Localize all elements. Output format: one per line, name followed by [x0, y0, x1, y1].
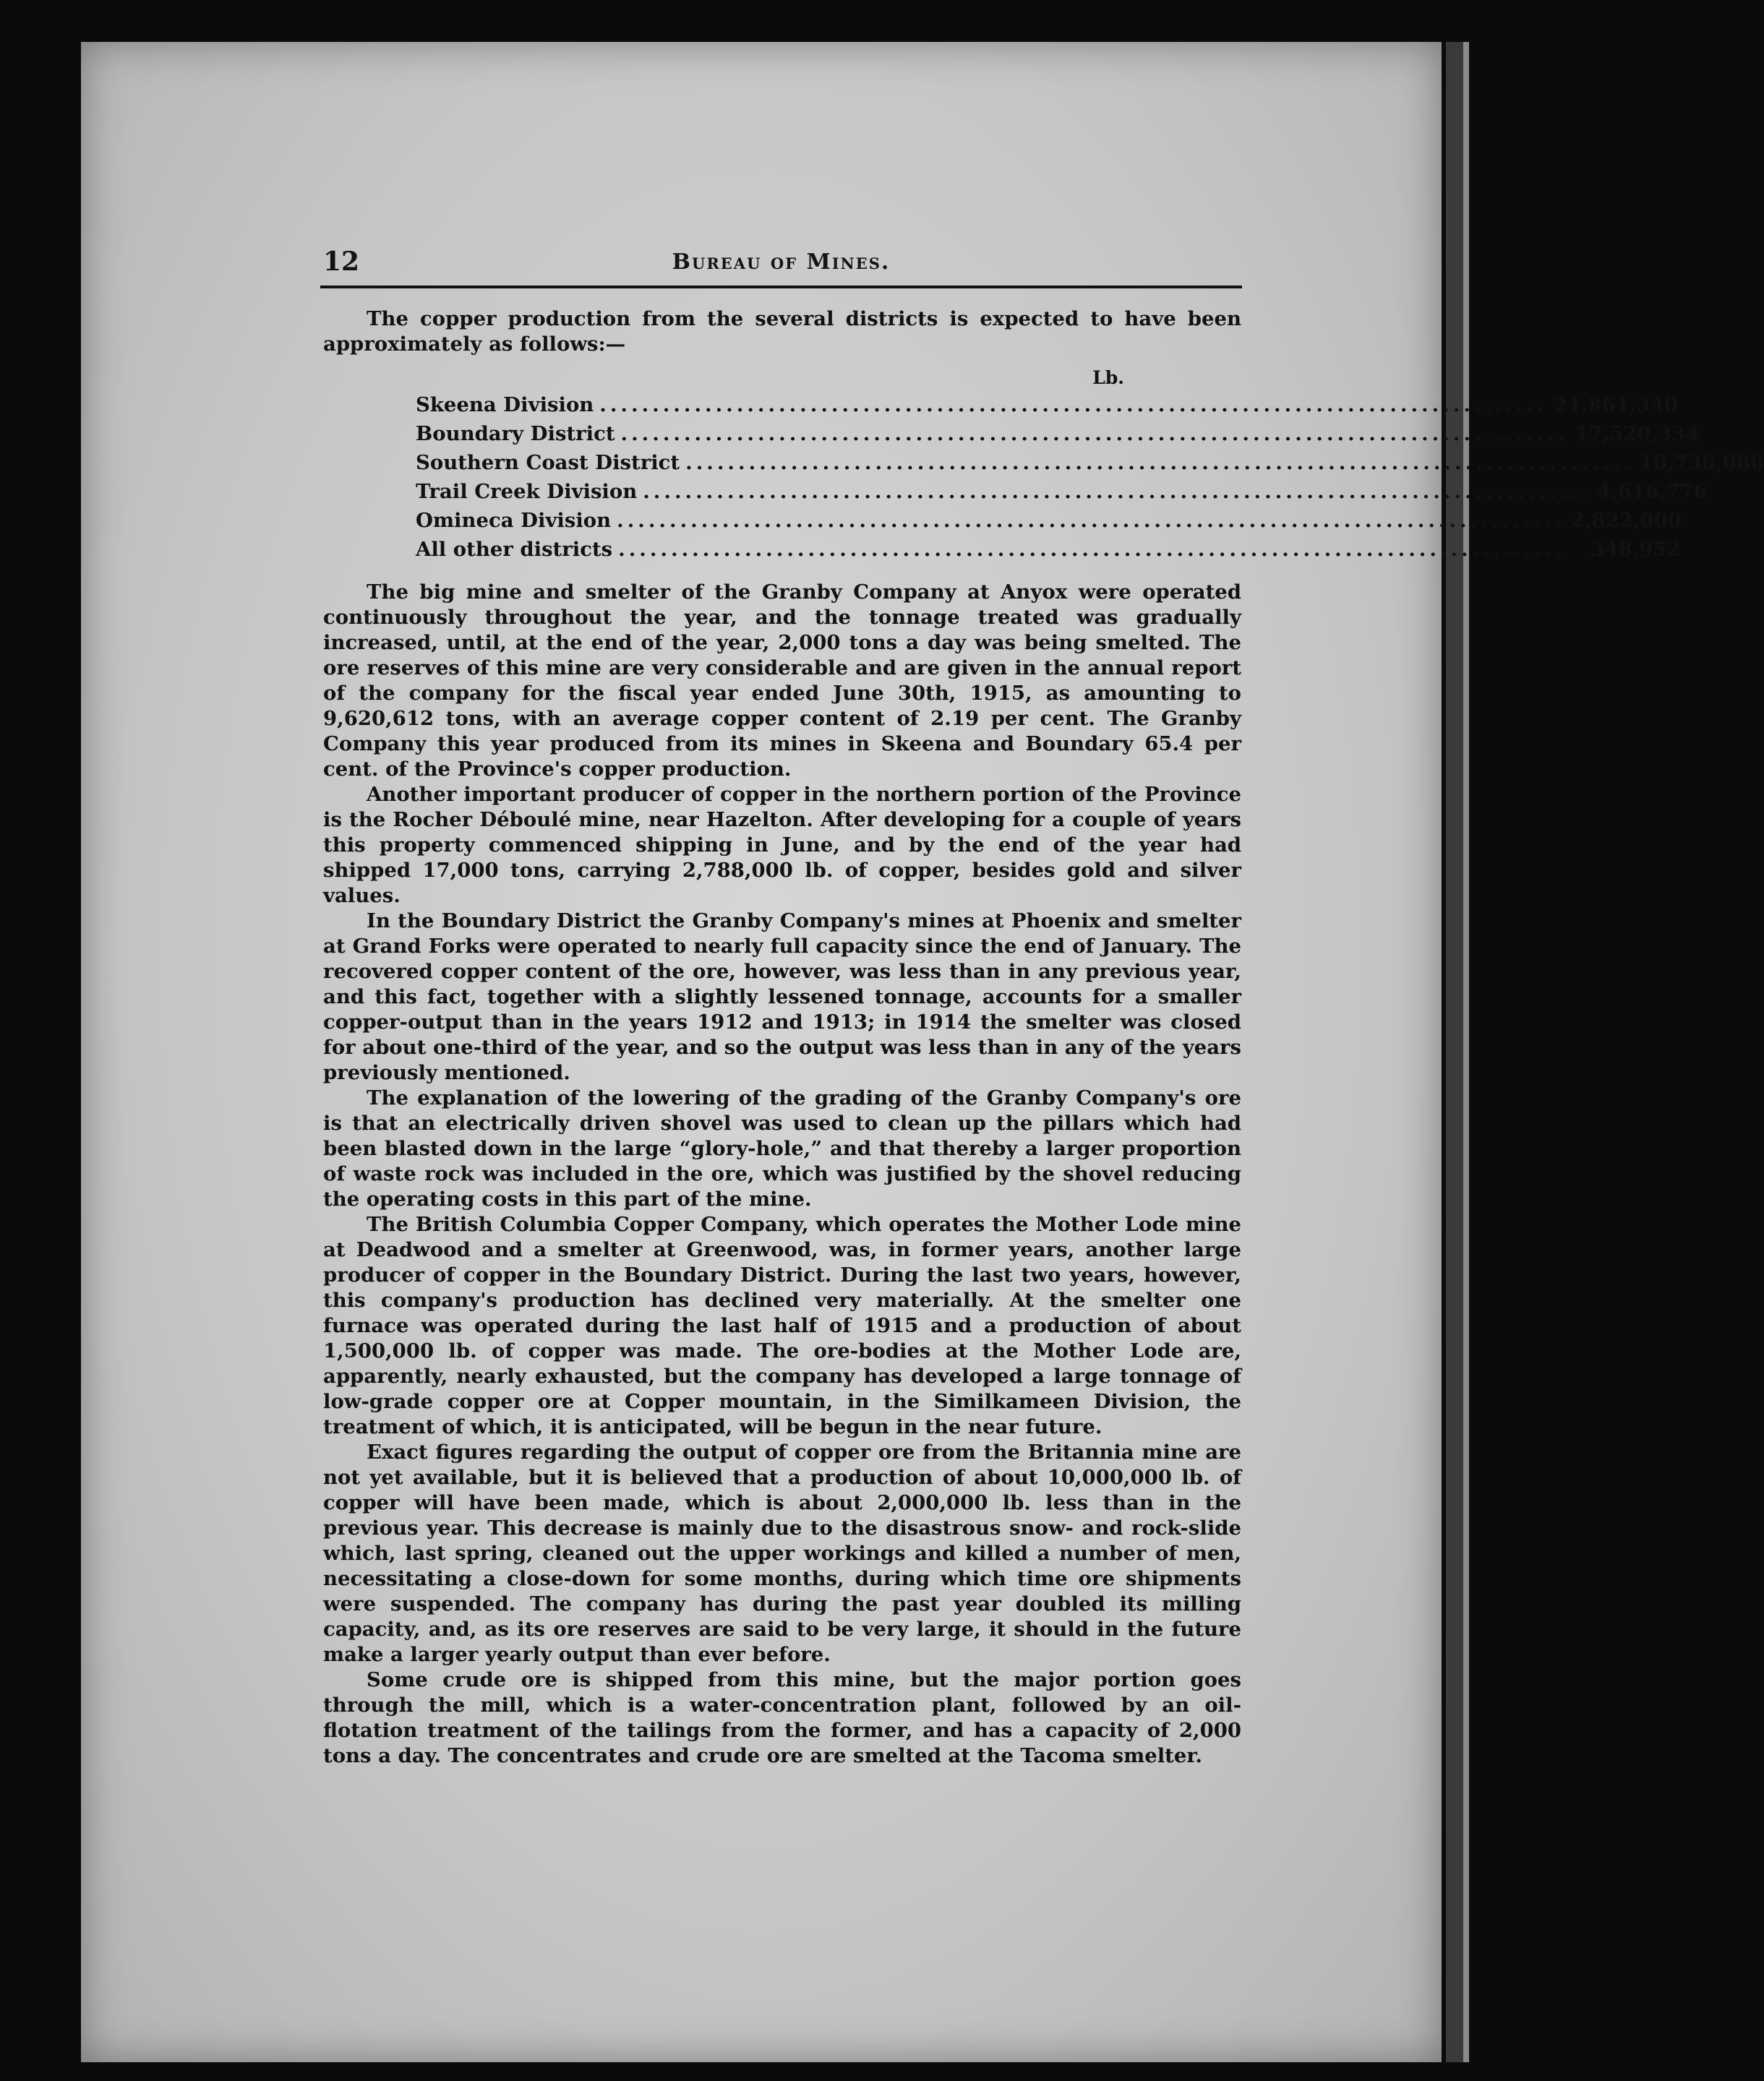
paragraph-bc-copper: The British Columbia Copper Company, which operates the Mother Lode mine at Deadwood and a smelter at Greenwood, was, in former years, another large producer of copper in the Boundary District. During the last two years, however, this company's production has declined very materially. At the smelter one furnace was operated during the last half of 1915 and a production of about 1,500,000 lb. of copper was made. The ore-bodies at the Mother Lode are, apparently, nearly exhausted, but the company has developed a large tonnage of low-grade copper ore at Copper mountain, in the Similkameen Division, the treatment of which, it is anticipated, will be begun in the near future. [323, 1213, 1241, 1438]
leader-dots: .......................................................................................... [685, 451, 1634, 474]
district-value: 4,616,776 [1596, 480, 1708, 503]
district-name: Southern Coast District [416, 451, 680, 474]
table-row [416, 477, 1708, 506]
table-row [416, 448, 1764, 477]
table-row [416, 535, 1681, 564]
paragraph-mill: Some crude ore is shipped from this mine, but the major portion goes through the mill, which is a water-concentration plant, followed by an oil-flotation treatment of the tailings from the former, and has a capacity of 2,000 tons a day. The concentrates and crude ore are smelted at the Tacoma smelter. [323, 1668, 1241, 1767]
district-name: Boundary District [416, 422, 615, 445]
district-value: 2,822,000 [1570, 509, 1682, 532]
table-row [416, 390, 1679, 419]
leader-dots: .......................................................................................... [618, 538, 1567, 561]
district-name: All other districts [416, 538, 613, 561]
copper-production-table [416, 366, 1764, 564]
paragraph-ore-grading: The explanation of the lowering of the grading of the Granby Company's ore is that an electrically driven shovel was used to clean up the pillars which had been blasted down in the large “glory-hole,” and that thereby a larger proportion of waste rock was included in the ore, which was justified by the shovel reducing the operating costs in this part of the mine. [323, 1086, 1241, 1211]
district-name: Skeena Division [416, 393, 594, 416]
intro-paragraph: The copper production from the several districts is expected to have been approximately as follows:— [323, 307, 1241, 356]
page-body [323, 306, 1764, 1769]
header-rule [320, 286, 1242, 288]
page-edge-shadow [1446, 42, 1463, 2062]
paragraph-britannia: Exact figures regarding the output of copper ore from the Britannia mine are not yet available, but it is believed that a production of about 10,000,000 lb. of copper will have been made, which is about 2,000,000 lb. less than in the previous year. This decrease is mainly due to the disastrous snow- and rock-slide which, last spring, cleaned out the upper workings and killed a number of men, necessitating a close-down for some months, during which time ore shipments were suspended. The company has during the past year doubled its milling capacity, and, as its ore reserves are said to be very large, it should in the future make a larger yearly output than ever before. [323, 1441, 1241, 1666]
paragraph-rocher-deboule: Another important producer of copper in the northern portion of the Province is the Rocher Déboulé mine, near Hazelton. After developing for a couple of years this property commenced shipping in June, and by the end of the year had shipped 17,000 tons, carrying 2,788,000 lb. of copper, besides gold and silver values. [323, 783, 1241, 907]
table-row [416, 506, 1682, 535]
district-value: 21,861,340 [1553, 393, 1679, 416]
district-value: 10,736,086 [1639, 451, 1764, 474]
leader-dots: .......................................................................................... [643, 480, 1591, 503]
district-value: 348,952 [1590, 538, 1681, 561]
leader-dots: .......................................................................................... [620, 422, 1570, 445]
table-unit-label: Lb. [1092, 367, 1124, 388]
running-title: Bureau of Mines. [672, 249, 891, 275]
district-name: Omineca Division [416, 509, 612, 532]
leader-dots: .......................................................................................... [599, 393, 1548, 416]
leader-dots: .......................................................................................... [617, 509, 1565, 532]
page-header [320, 242, 1242, 278]
paragraph-granby-anyox: The big mine and smelter of the Granby Company at Anyox were operated continuously throughout the year, and the tonnage treated was gradually increased, until, at the end of the year, 2,000 tons a day was being smelted. The ore reserves of this mine are very considerable and are given in the annual report of the company for the fiscal year ended June 30th, 1915, as amounting to 9,620,612 tons, with an average copper content of 2.19 per cent. The Granby Company this year produced from its mines in Skeena and Boundary 65.4 per cent. of the Province's copper production. [323, 580, 1241, 781]
district-value: 17,520,334 [1575, 422, 1700, 445]
page-edge [1463, 42, 1469, 2062]
paragraph-boundary-district: In the Boundary District the Granby Company's mines at Phoenix and smelter at Grand Forks were operated to nearly full capacity since the end of January. The recovered copper content of the ore, however, was less than in any previous year, and this fact, together with a slightly lessened tonnage, accounts for a smaller copper-output than in the years 1912 and 1913; in 1914 the smelter was closed for about one-third of the year, and so the output was less than in any of the years previously mentioned. [323, 909, 1241, 1084]
district-name: Trail Creek Division [416, 480, 638, 503]
table-row [416, 419, 1700, 448]
page-number: 12 [323, 246, 360, 277]
